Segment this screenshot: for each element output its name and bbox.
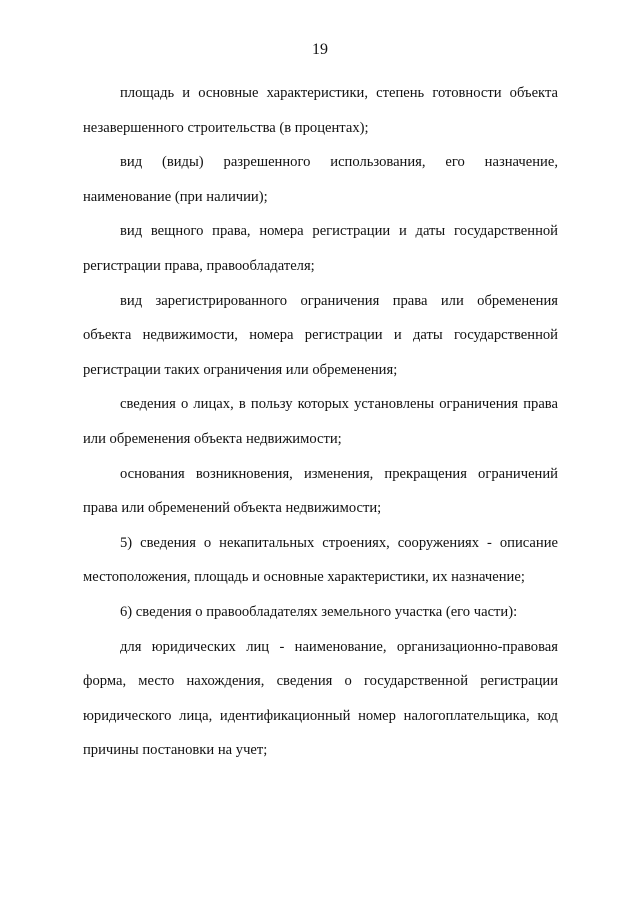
paragraph-item-5-temporary-structures: 5) сведения о некапитальных строениях, сооружениях - описание местоположения, площадь и основные характеристики, их назначение; bbox=[83, 534, 558, 586]
paragraph-restriction-grounds: основания возникновения, изменения, прекращения ограничений права или обременений объекта недвижимости; bbox=[83, 465, 558, 517]
paragraph-restriction-beneficiaries: сведения о лицах, в пользу которых установлены ограничения права или обременения объекта недвижимости; bbox=[83, 396, 558, 447]
paragraph-permitted-use: вид (виды) разрешенного использования, его назначение, наименование (при наличии); bbox=[83, 154, 558, 205]
paragraph-registered-restriction: вид зарегистрированного ограничения права или обременения объекта недвижимости, номера регистрации и даты государственной регистрации таких ограничения или обременения; bbox=[83, 292, 558, 378]
page-number: 19 bbox=[312, 41, 328, 58]
paragraph-area-characteristics: площадь и основные характеристики, степень готовности объекта незавершенного строительства (в процентах); bbox=[83, 85, 558, 136]
paragraph-legal-entities: для юридических лиц - наименование, организационно-правовая форма, место нахождения, сведения о государственной регистрации юридического лица, идентификационный номер налогоплательщика, код причины постановки на учет; bbox=[83, 638, 558, 759]
paragraph-property-right: вид вещного права, номера регистрации и даты государственной регистрации права, правообладателя; bbox=[83, 223, 558, 274]
paragraph-item-6-rightholders: 6) сведения о правообладателях земельного участка (его части): bbox=[120, 603, 518, 620]
document-body bbox=[83, 76, 558, 768]
